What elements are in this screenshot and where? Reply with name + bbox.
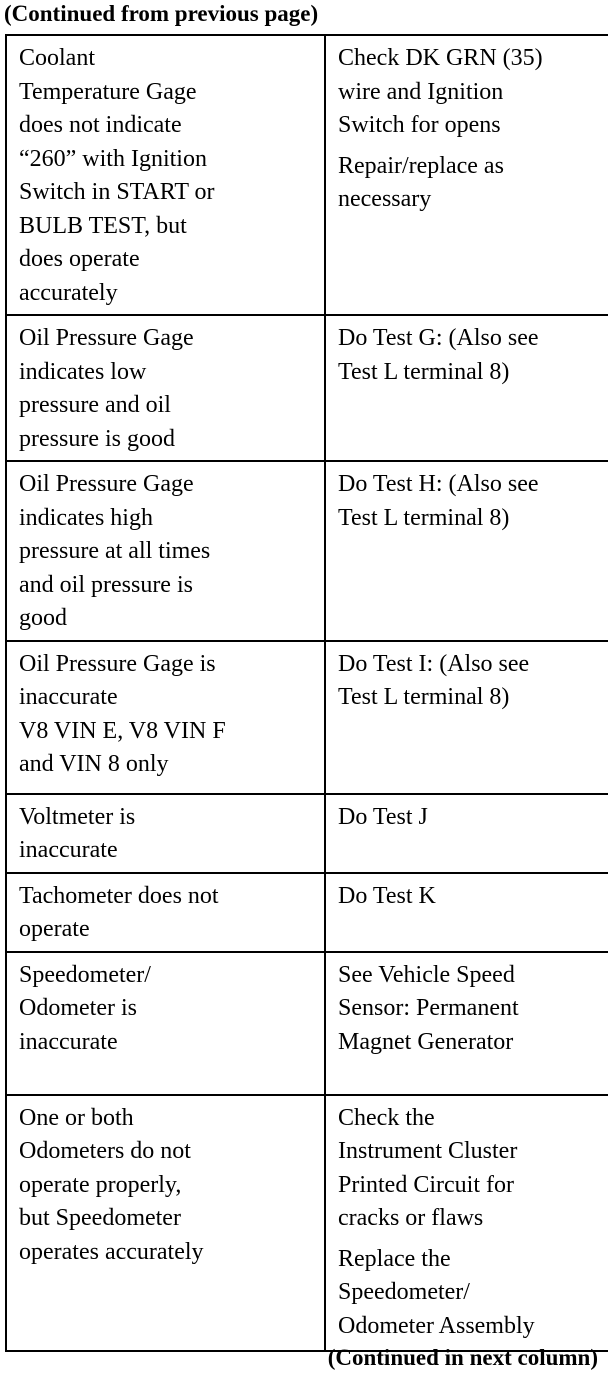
action-line: Do Test I: (Also see (338, 650, 530, 677)
action-line: Check the (338, 1104, 435, 1131)
action-line: Magnet Generator (338, 1028, 514, 1055)
condition-line: pressure is good (19, 425, 175, 452)
condition-cell (6, 794, 325, 873)
table-row (6, 35, 608, 315)
action-line: See Vehicle Speed (338, 961, 515, 988)
action-paragraph (338, 880, 608, 914)
action-line: Printed Circuit for (338, 1171, 514, 1198)
condition-line: pressure and oil (19, 392, 171, 418)
condition-cell (6, 35, 325, 315)
condition-line: Switch in START or (19, 179, 215, 205)
table-row (6, 873, 608, 952)
condition-text (19, 959, 316, 1060)
diagnosis-table (5, 34, 608, 1352)
action-line: cracks or flaws (338, 1205, 484, 1231)
action-line: Odometer Assembly (338, 1312, 535, 1339)
condition-line: Voltmeter is (19, 803, 136, 830)
action-line: Sensor: Permanent (338, 995, 519, 1021)
action-cell (325, 873, 608, 952)
action-cell (325, 952, 608, 1095)
condition-text (19, 1102, 316, 1270)
action-line: Repair/replace as (338, 152, 504, 179)
condition-line: inaccurate (19, 684, 118, 710)
condition-line: inaccurate (19, 837, 118, 863)
action-cell (325, 641, 608, 794)
condition-line: Oil Pressure Gage (19, 471, 194, 497)
condition-line: Coolant (19, 45, 95, 71)
condition-line: Oil Pressure Gage is (19, 650, 216, 677)
condition-line: pressure at all times (19, 538, 211, 564)
action-line: Check DK GRN (35) (338, 45, 543, 71)
condition-line: good (19, 605, 67, 631)
condition-text (19, 42, 316, 310)
action-cell (325, 794, 608, 873)
table-row (6, 1095, 608, 1351)
condition-line: Tachometer does not (19, 882, 219, 909)
condition-line: operates accurately (19, 1238, 204, 1265)
condition-line: “260” with Ignition (19, 145, 207, 172)
condition-line: inaccurate (19, 1028, 118, 1055)
action-cell (325, 35, 608, 315)
action-line: Test L terminal 8) (338, 358, 510, 385)
action-paragraph (338, 648, 608, 715)
condition-line: Speedometer/ (19, 961, 151, 988)
action-paragraph (338, 959, 608, 1060)
condition-cell (6, 641, 325, 794)
action-line: Instrument Cluster (338, 1138, 518, 1164)
table-row (6, 315, 608, 461)
condition-line: and VIN 8 only (19, 751, 169, 777)
continued-from-header: (Continued from previous page) (4, 1, 319, 26)
condition-line: accurately (19, 279, 118, 306)
condition-line: BULB TEST, but (19, 212, 187, 239)
continued-in-footer: (Continued in next column) (327, 1345, 598, 1370)
condition-line: but Speedometer (19, 1205, 181, 1231)
condition-line: operate (19, 916, 90, 942)
action-paragraph (338, 468, 608, 535)
condition-text (19, 648, 316, 782)
condition-text (19, 322, 316, 456)
table-row (6, 952, 608, 1095)
action-paragraph (338, 322, 608, 389)
action-paragraph (338, 1102, 608, 1236)
action-paragraph (338, 42, 608, 143)
action-line: Do Test J (338, 803, 428, 830)
diagnosis-table-body (6, 35, 608, 1351)
action-line: wire and Ignition (338, 78, 504, 105)
condition-line: Temperature Gage (19, 78, 197, 105)
action-line: necessary (338, 186, 432, 212)
action-line: Test L terminal 8) (338, 504, 510, 531)
condition-line: One or both (19, 1104, 134, 1131)
condition-text (19, 468, 316, 636)
condition-line: and oil pressure is (19, 571, 193, 598)
action-line: Do Test H: (Also see (338, 471, 539, 497)
table-row (6, 794, 608, 873)
condition-text (19, 801, 316, 868)
condition-line: does operate (19, 246, 140, 272)
table-row (6, 641, 608, 794)
action-paragraph (338, 801, 608, 835)
action-paragraph (338, 150, 608, 217)
condition-cell (6, 315, 325, 461)
condition-line: Oil Pressure Gage (19, 325, 194, 351)
condition-line: does not indicate (19, 112, 182, 138)
action-line: Do Test G: (Also see (338, 325, 539, 351)
action-cell (325, 461, 608, 641)
condition-line: operate properly, (19, 1171, 182, 1198)
condition-line: Odometer is (19, 995, 137, 1021)
condition-cell (6, 873, 325, 952)
condition-line: Odometers do not (19, 1138, 191, 1164)
condition-line: indicates high (19, 504, 153, 531)
condition-text (19, 880, 316, 947)
action-line: Do Test K (338, 882, 436, 909)
action-line: Test L terminal 8) (338, 684, 510, 710)
condition-line: indicates low (19, 358, 147, 385)
condition-line: V8 VIN E, V8 VIN F (19, 717, 226, 744)
action-paragraph (338, 1243, 608, 1344)
condition-cell (6, 461, 325, 641)
action-line: Replace the (338, 1245, 451, 1272)
action-line: Switch for opens (338, 112, 501, 138)
condition-cell (6, 952, 325, 1095)
table-row (6, 461, 608, 641)
action-cell (325, 315, 608, 461)
condition-cell (6, 1095, 325, 1351)
action-line: Speedometer/ (338, 1279, 470, 1305)
action-cell (325, 1095, 608, 1351)
